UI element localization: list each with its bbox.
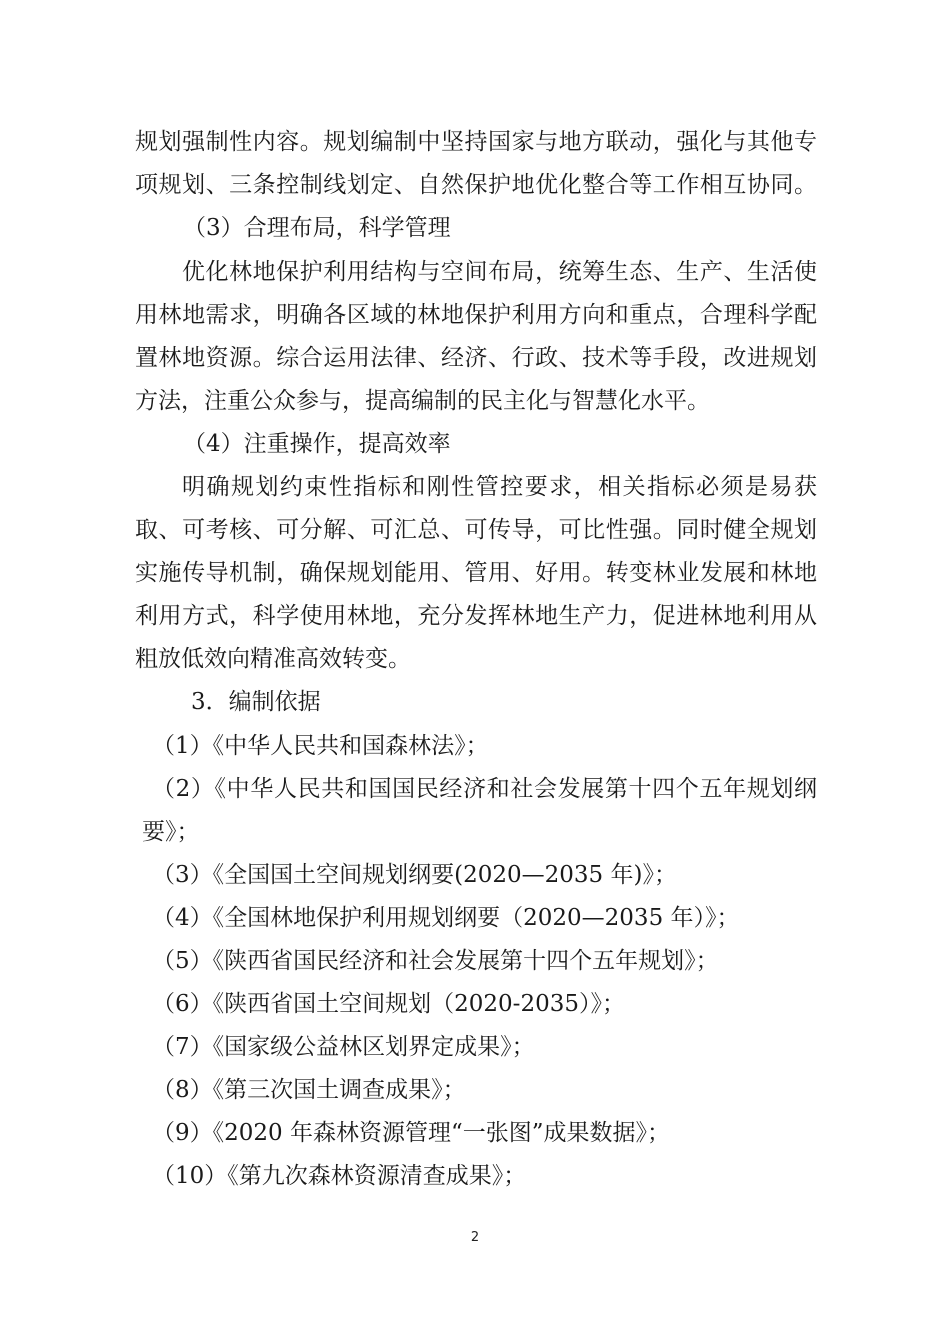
list-item: （9）《2020 年森林资源管理“一张图”成果数据》； <box>152 1120 670 1146</box>
list-item: （8）《第三次国土调查成果》； <box>152 1077 466 1103</box>
paragraph-line: 用林地需求，明确各区域的林地保护利用方向和重点，合理科学配 <box>135 302 817 328</box>
paragraph-line: 取、可考核、可分解、可汇总、可传导，可比性强。同时健全规划 <box>135 517 817 543</box>
paragraph-line: 方法，注重公众参与，提高编制的民主化与智慧化水平。 <box>135 388 710 414</box>
paragraph-line: 规划强制性内容。规划编制中坚持国家与地方联动，强化与其他专 <box>135 129 817 155</box>
list-item: （7）《国家级公益林区划界定成果》； <box>152 1034 535 1060</box>
list-item: （4）《全国林地保护利用规划纲要（2020—2035 年）》； <box>152 905 740 931</box>
paragraph-line: 利用方式，科学使用林地，充分发挥林地生产力，促进林地利用从 <box>135 603 817 629</box>
section-heading: 3．编制依据 <box>191 689 321 715</box>
section-heading: （3）合理布局，科学管理 <box>183 215 451 241</box>
paragraph-line: 项规划、三条控制线划定、自然保护地优化整合等工作相互协同。 <box>135 172 817 198</box>
list-item: （3）《全国国土空间规划纲要(2020—2035 年)》； <box>152 862 677 888</box>
list-item: （5）《陕西省国民经济和社会发展第十四个五年规划》； <box>152 948 719 974</box>
paragraph-line: 明确规划约束性指标和刚性管控要求，相关指标必须是易获 <box>182 474 817 500</box>
list-item-continuation: 要》； <box>142 819 200 845</box>
paragraph-line: 优化林地保护利用结构与空间布局，统筹生态、生产、生活使 <box>182 259 817 285</box>
page-number: 2 <box>470 1230 480 1245</box>
list-item: （6）《陕西省国土空间规划（2020-2035）》； <box>152 991 625 1017</box>
list-item: （10）《第九次森林资源清查成果》； <box>152 1163 527 1189</box>
list-item: （2）《中华人民共和国国民经济和社会发展第十四个五年规划纲 <box>152 776 817 802</box>
paragraph-line: 粗放低效向精准高效转变。 <box>135 646 411 672</box>
section-heading: （4）注重操作，提高效率 <box>183 431 451 457</box>
paragraph-line: 实施传导机制，确保规划能用、管用、好用。转变林业发展和林地 <box>135 560 817 586</box>
list-item: （1）《中华人民共和国森林法》； <box>152 733 489 759</box>
paragraph-line: 置林地资源。综合运用法律、经济、行政、技术等手段，改进规划 <box>135 345 817 371</box>
